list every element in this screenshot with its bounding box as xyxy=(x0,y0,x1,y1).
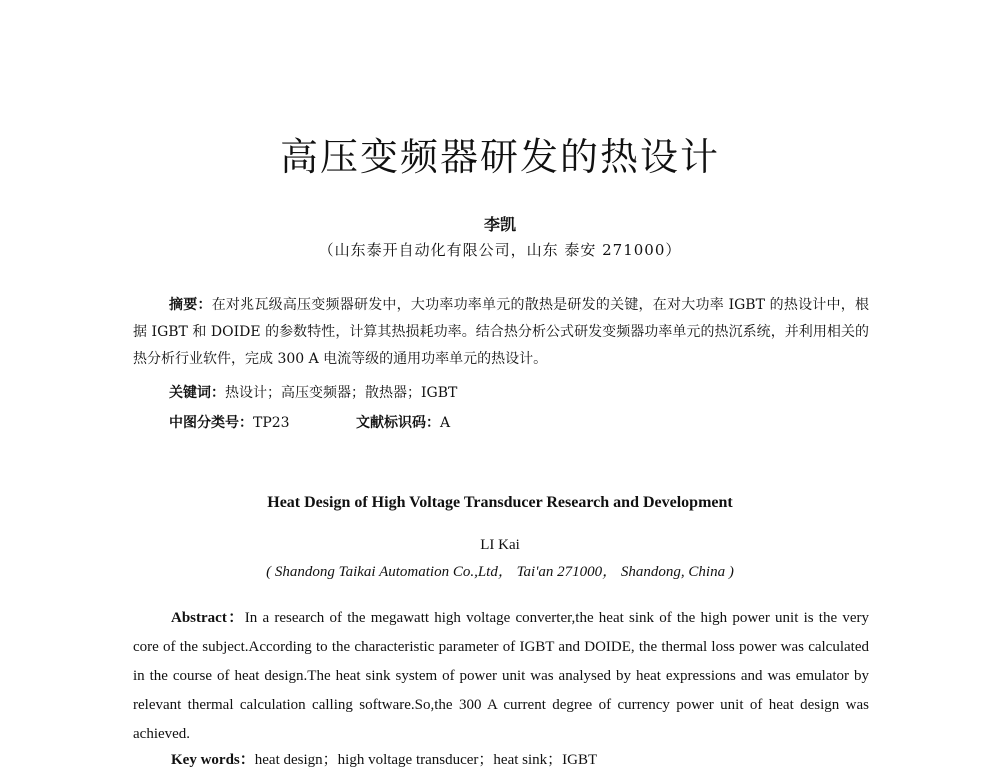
chinese-keywords-text: 热设计；高压变频器；散热器；IGBT xyxy=(225,385,458,401)
chinese-title: 高压变频器研发的热设计 xyxy=(279,135,720,179)
chinese-keywords xyxy=(169,382,457,402)
english-keywords xyxy=(171,748,597,769)
chinese-keywords-label: 关键词： xyxy=(169,385,225,401)
english-title: Heat Design of High Voltage Transducer Research and Development xyxy=(267,494,733,511)
classification-number xyxy=(169,412,290,432)
english-keywords-text: heat design；high voltage transducer；heat sink；IGBT xyxy=(254,752,598,768)
document-code xyxy=(356,412,450,432)
chinese-affiliation: （山东泰开自动化有限公司，山东 泰安 271000） xyxy=(318,241,682,259)
english-abstract-label: Abstract： xyxy=(171,610,245,626)
chinese-abstract-label: 摘要： xyxy=(169,297,212,313)
document-code-value: A xyxy=(440,415,451,431)
document-code-label: 文献标识码： xyxy=(356,415,440,431)
chinese-author: 李凯 xyxy=(483,215,516,234)
english-author: LI Kai xyxy=(480,537,520,553)
classification-label: 中图分类号： xyxy=(169,415,253,431)
english-affiliation: ( Shandong Taikai Automation Co.,Ltd， Tai'an 271000， Shandong, China ) xyxy=(266,564,734,580)
classification-value: TP23 xyxy=(253,415,290,431)
english-abstract xyxy=(133,604,869,749)
english-keywords-label: Key words： xyxy=(171,752,255,768)
english-abstract-text: In a research of the megawatt high voltage converter,the heat sink of the high power unit is the very core of the subject.According to the characteristic parameter of IGBT and DOIDE, the thermal loss power was calculated in the course of heat design.The heat sink system of power unit was analysed by heat expressions and was emulator by relevant thermal calculation calling software.So,the 300 A current degree of currency power unit of heat design was achieved. xyxy=(133,610,869,742)
chinese-abstract-text: 在对兆瓦级高压变频器研发中，大功率功率单元的散热是研发的关键，在对大功率 IGBT 的热设计中，根据 IGBT 和 DOIDE 的参数特性，计算其热损耗功率。结合热分析公式研发变频器功率单元的热沉系统，并利用相关的热分析行业软件，完成 300 A 电流等级的通用功率单元的热设计。 xyxy=(133,297,869,367)
chinese-abstract xyxy=(133,292,869,373)
